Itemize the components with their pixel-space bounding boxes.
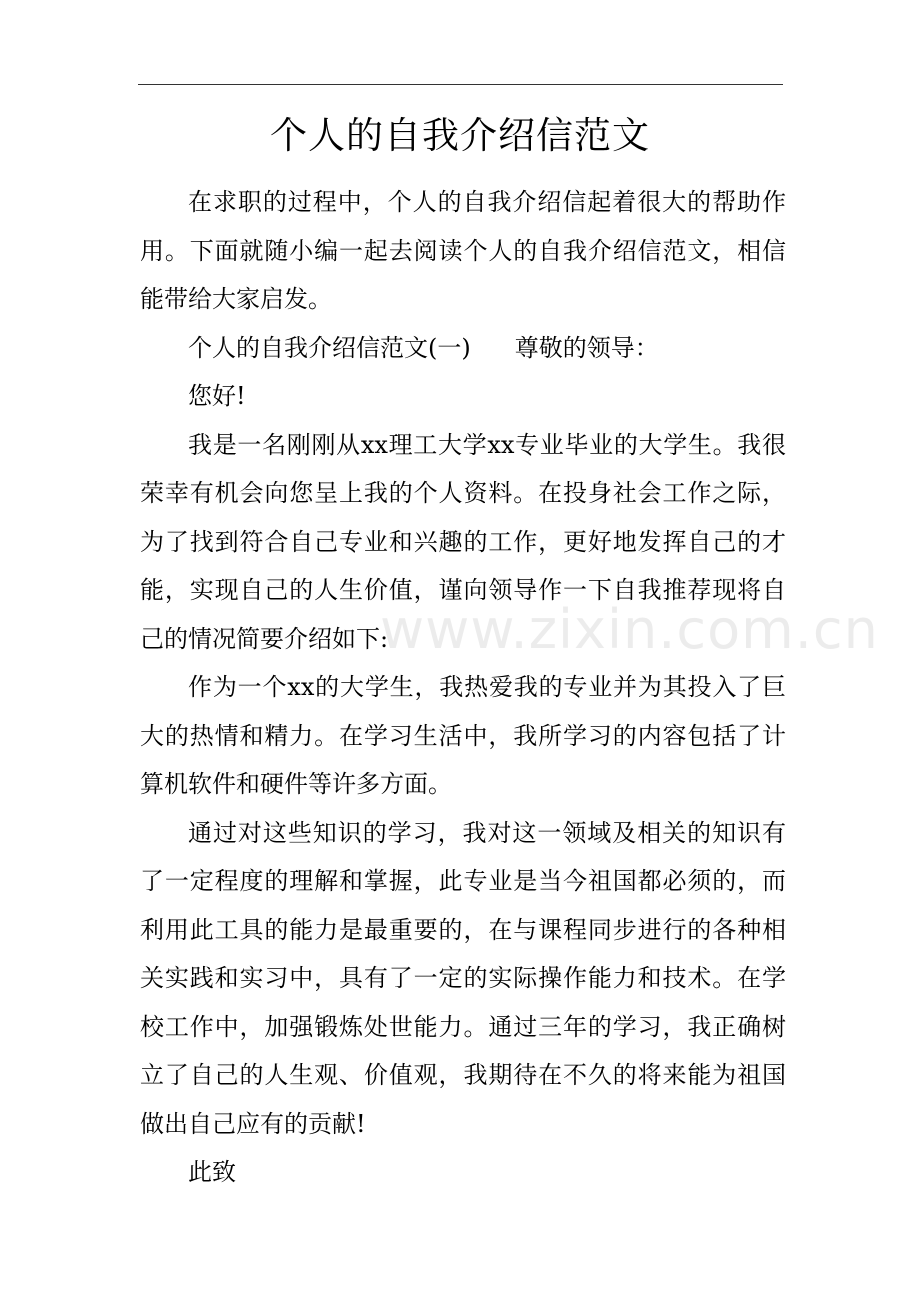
watermark: www.zixin.com.cn <box>380 598 879 661</box>
document-title: 个人的自我介绍信范文 <box>270 114 650 157</box>
salutation: 尊敬的领导： <box>514 333 659 362</box>
greeting: 您好! <box>188 382 246 410</box>
closing: 此致 <box>188 1158 236 1186</box>
section-heading: 个人的自我介绍信范文(一) <box>188 333 471 362</box>
body-paragraph-1: 我是一名刚刚从xx理工大学xx专业毕业的大学生。我很荣幸有机会向您呈上我的个人资料。在投身社会工作之际，为了找到符合自己专业和兴趣的工作，更好地发挥自己的才能，实现自己的人生价值，谨向领导作一下自我推荐现将自己的情况简要介绍如下: <box>140 430 786 653</box>
document-body <box>140 178 786 1197</box>
section-heading-line <box>140 324 786 373</box>
intro-paragraph: 在求职的过程中，个人的自我介绍信起着很大的帮助作用。下面就随小编一起去阅读个人的自我介绍信范文，相信能带给大家启发。 <box>140 188 786 313</box>
header-rule <box>138 84 783 85</box>
body-paragraph-2: 作为一个xx的大学生，我热爱我的专业并为其投入了巨大的热情和精力。在学习生活中，我所学习的内容包括了计算机软件和硬件等许多方面。 <box>140 673 786 798</box>
body-paragraph-3: 通过对这些知识的学习，我对这一领域及相关的知识有了一定程度的理解和掌握，此专业是当今祖国都必须的，而利用此工具的能力是最重要的，在与课程同步进行的各种相关实践和实习中，具有了一定的实际操作能力和技术。在学校工作中，加强锻炼处世能力。通过三年的学习，我正确树立了自己的人生观、价值观，我期待在不久的将来能为祖国做出自己应有的贡献! <box>140 818 786 1138</box>
